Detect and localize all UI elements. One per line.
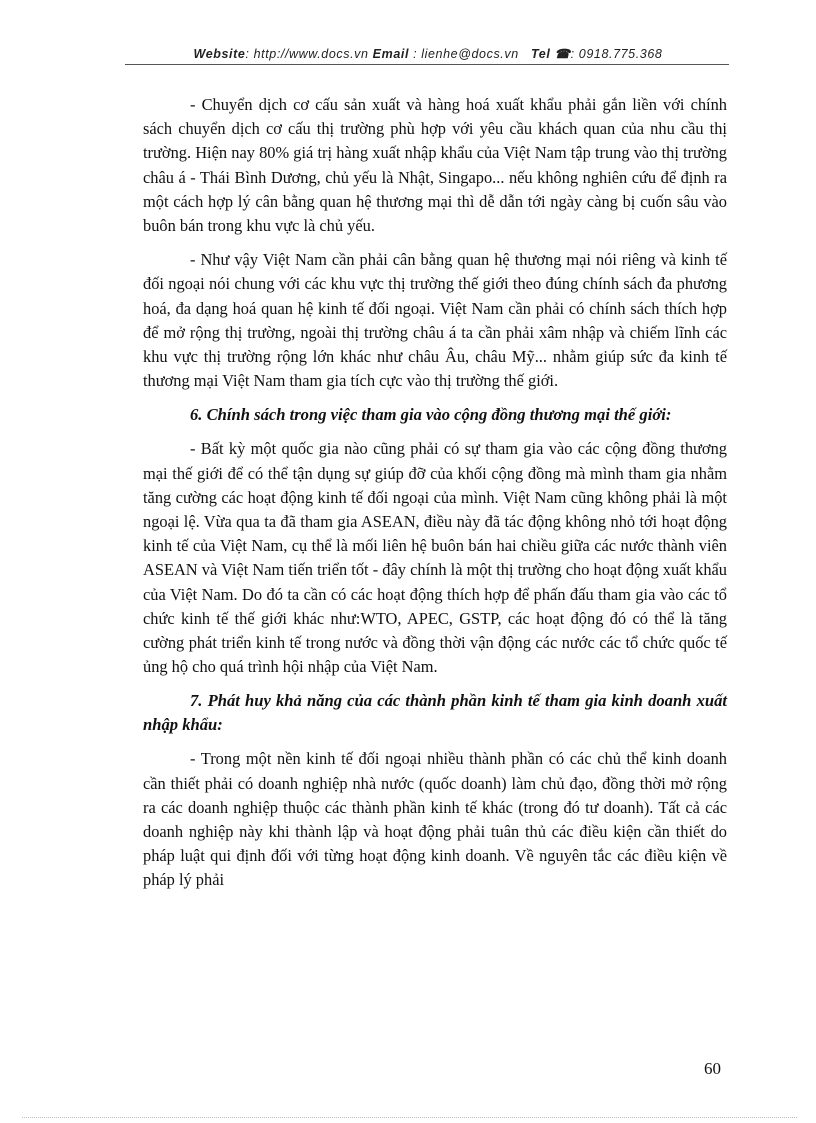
- footer-divider: [22, 1117, 797, 1118]
- phone-icon: ☎: [554, 47, 571, 61]
- tel-label: Tel: [531, 47, 551, 61]
- section-heading-7: 7. Phát huy khả năng của các thành phần kinh tế tham gia kinh doanh xuất nhập khẩu:: [143, 691, 727, 735]
- page-header: [128, 46, 728, 61]
- page-number: 60: [704, 1059, 721, 1078]
- email-address: : lienhe@docs.vn: [409, 47, 519, 61]
- paragraph-trade-balance: - Như vậy Việt Nam cần phải cân bằng quan hệ thương mại nói riêng và kinh tế đối ngoại nói chung với các khu vực thị trường thế giới theo đúng chính sách đa phương hoá, đa dạng hoá quan hệ kinh tế đối ngoại. Việt Nam cần phải có chính sách thích hợp để mở rộng thị trường, ngoài thị trường châu á ta cần phải xâm nhập và chiếm lĩnh các khu vực thị trường rộng lớn khác như châu Âu, châu Mỹ... nhằm giúp sức đa kinh tế thương mại Việt Nam tham gia tích cực vào thị trường thế giới.: [143, 250, 727, 391]
- document-body: [143, 93, 727, 893]
- email-label: Email: [372, 47, 410, 61]
- paragraph-market-restructuring: - Chuyển dịch cơ cấu sản xuất và hàng hoá xuất khẩu phải gắn liền với chính sách chuyển dịch cơ cấu thị trường phù hợp với yêu cầu khách quan của nhu cầu thị trường. Hiện nay 80% giá trị hàng xuất nhập khẩu của Việt Nam tập trung vào thị trường châu á - Thái Bình Dương, chủ yếu là Nhật, Singapo... nếu không nghiên cứu để định ra một cách hợp lý cân bằng quan hệ thương mại thì dễ dẫn tới ngày càng bị cuốn sâu vào buôn bán trong khu vực là chủ yếu.: [143, 95, 727, 236]
- tel-number: : 0918.775.368: [570, 47, 663, 61]
- website-url: : http://www.docs.vn: [245, 47, 369, 61]
- paragraph-economic-sectors: - Trong một nền kinh tế đối ngoại nhiều thành phần có các chủ thể kinh doanh cần thiết phải có doanh nghiệp nhà nước (quốc doanh) làm chủ đạo, đồng thời mở rộng ra các doanh nghiệp thuộc các thành phần kinh tế khác (trong đó tư doanh). Tất cả các doanh nghiệp này khi thành lập và hoạt động phải tuân thủ các điều kiện cần thiết do pháp luật qui định đối với từng hoạt động kinh doanh. Về nguyên tắc các điều kiện về pháp lý phải: [143, 749, 727, 890]
- website-label: Website: [193, 47, 246, 61]
- section-heading-6: 6. Chính sách trong việc tham gia vào cộng đồng thương mại thế giới:: [190, 405, 672, 425]
- paragraph-trade-community: - Bất kỳ một quốc gia nào cũng phải có sự tham gia vào các cộng đồng thương mại thế giới để có thể tận dụng sự giúp đỡ của khối cộng đồng mà mình tham gia nhằm tăng cường các hoạt động kinh tế đối ngoại của mình. Việt Nam cũng không phải là một ngoại lệ. Vừa qua ta đã tham gia ASEAN, điều này đã tác động không nhỏ tới hoạt động kinh tế của Việt Nam, cụ thể là mối liên hệ buôn bán hai chiều giữa các nước thành viên ASEAN và Việt Nam tiến triển tốt - đây chính là một thị trường cho hoạt động xuất khẩu của Việt Nam. Do đó ta cần có các hoạt động thích hợp để phấn đấu tham gia vào các tổ chức kinh tế thế giới khác như:WTO, APEC, GSTP, các hoạt động đó có thể là tăng cường phát triển kinh tế trong nước và đồng thời vận động các nước các tổ chức quốc tế ủng hộ cho quá trình hội nhập của Việt Nam.: [143, 439, 727, 677]
- header-divider: [125, 64, 729, 65]
